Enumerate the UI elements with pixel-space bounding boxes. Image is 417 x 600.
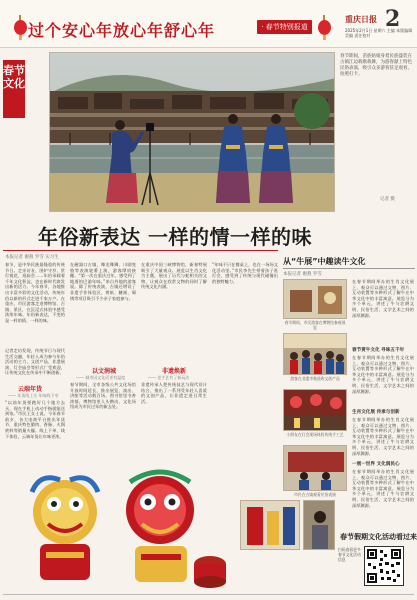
lantern-icon — [318, 20, 331, 35]
sidebar-caption-1: 春节期间，市民游客在博物馆参观展览 — [284, 320, 346, 330]
subhead-2: 以文润城 — [92, 368, 117, 375]
paper-name: 重庆日报 — [345, 15, 377, 24]
lion-dance-illustration — [10, 452, 230, 592]
section-label — [3, 60, 25, 118]
sidebar-text: 在春节期间举办的生肖文化展上，观众可以通过文物、图片、互动装置等多种形式了解牛在中华文化中的丰富寓意。展览分为多个单元，讲述了牛与农耕文明、民俗生活、文学艺术之间的深厚渊源。 — [352, 279, 414, 318]
article-col1-c: “以前年货要跑好几个地方去买，现在手机上动动手指就能送到家。”市民王女士说。今年春节前夕，各大电商平台推出年货节，重庆特色腊肉、香肠、火锅底料等销量火爆。线上下单、线下体验，云端年货让年味更浓。 — [5, 400, 65, 439]
sidebar-subhead-2: 生肖文化展 传承与创新 — [352, 410, 400, 415]
cultural-exhibit-photo — [241, 501, 300, 550]
subhead-1-lead: —— 年货线上买 年味线下享 — [8, 393, 59, 398]
lantern-festival-photo — [284, 390, 347, 431]
photo-caption: 春节期间，苗族姑娘身着民族盛装在古镇江边载歌载舞，为游客献上特色民俗表演，吸引众多游客驻足观看、拍照打卡。 — [340, 54, 412, 77]
sidebar-photo-2 — [283, 333, 347, 375]
section-label-line1: 春节 — [3, 64, 25, 77]
sidebar-subhead-1: 春节赏牛文化 寻味五千年 — [352, 348, 405, 353]
subhead-3-lead: —— 老手艺有了新玩法 — [148, 375, 190, 380]
article-col4-a: “年味不只在餐桌上，也在一场场文化活动里。”市民李先生带着孩子逛灯会，感受到了传统与现代碰撞出的独特魅力。 — [212, 262, 278, 284]
article-col1-a: 春节，是中华民族最隆重的传统节日。走亲访友、围炉守岁、赏灯观花、逛庙会……年俗承载着千年文化积淀，也在新时代焕发出新的活力。今年春节，各地推出丰富多彩的文化活动，传统年俗以新的形式走进千家万户。在重庆，市民游客走进博物馆、古镇、景区，在沉浸式体验中感受浓浓年味。年俗新表达，不变的是一样的情、一样的味。 — [5, 262, 65, 323]
masthead — [0, 0, 417, 48]
subhead-1: 云端年货 — [18, 386, 43, 393]
sidebar-photo-4 — [283, 445, 347, 491]
sidebar-rule — [283, 268, 415, 269]
sidebar-byline: 本报记者 谢燕 罗雪 — [283, 272, 322, 277]
article-col3-b: 非遗传承人把传统技艺与现代设计结合，推出了一系列受年轻人喜爱的文创产品，让非遗走进日常生活。 — [141, 382, 207, 404]
sidebar-caption-4: 市民在古镇观看民俗表演 — [294, 492, 336, 497]
sidebar-subhead-3: 一展一世界 文化润民心 — [352, 462, 400, 467]
qr-caption: 扫码查看更多春节文化活动信息 — [338, 547, 361, 562]
sidebar-text-2: 在春节期间举办的生肖文化展上，观众可以通过文物、图片、互动装置等多种形式了解牛在中华文化中的丰富寓意。展览分为多个单元，讲述了牛与农耕文明、民俗生活、文学艺术之间的深厚渊源。 — [352, 355, 414, 394]
main-photo-image — [50, 53, 335, 212]
sidebar-photo-1 — [283, 279, 347, 319]
section-label-line2: 文化 — [3, 77, 25, 90]
article-col3-a: 在重庆中国三峡博物馆，新春特展吸引了大量观众。展览以生肖文化为主题，展出了历代与蛇相关的文物，让观众在欣赏文物的同时了解传统文化内涵。 — [141, 262, 207, 290]
visitor-photo — [304, 501, 335, 550]
exhibit-photo — [284, 280, 347, 319]
subhead-2-lead: —— 城市因文化而更有温度 — [76, 375, 126, 380]
headline: 年俗新表达 一样的情一样的味 — [38, 225, 312, 249]
slogan-tag: · 春节特别报道 — [257, 20, 312, 34]
page-number: 2 — [385, 6, 401, 32]
sidebar-photo-3 — [283, 389, 347, 431]
qr-code-icon — [365, 547, 403, 585]
sidebar-caption-3: 小朋友在灯会现场体验传统手工艺 — [286, 432, 344, 437]
slogan: 过个安心年放心年舒心年 — [28, 21, 216, 40]
sidebar-photo-5 — [240, 500, 300, 550]
sidebar-caption-2: 游客在非遗市集选购文创产品 — [290, 376, 340, 381]
headline-rule — [3, 250, 278, 251]
lantern-icon — [14, 20, 27, 35]
footer-rule — [3, 594, 414, 595]
sidebar-text-4: 在春节期间举办的生肖文化展上，观众可以通过文物、图片、互动装置等多种形式了解牛在中华文化中的丰富寓意。展览分为多个单元，讲述了牛与农耕文明、民俗生活、文学艺术之间的深厚渊源。 — [352, 469, 414, 508]
masthead-meta: 2025年2月1日 星期六 主编 本版编辑 美编 责任校对 — [345, 28, 413, 38]
photo-credit: 记者 摄 — [380, 197, 395, 202]
article-byline: 本报记者 谢燕 罗雪 实习生 — [5, 255, 59, 260]
sidebar-title: 从“牛展”中趣读牛文化 — [283, 257, 366, 266]
article-col1-b: 记者走访发现，传统节日与现代生活交融，年轻人成为参与年俗活动的主力，文创产品、非遗展演、灯会庙会等形式广受欢迎，让传统文化在传承中不断创新。 — [5, 348, 65, 376]
folk-performance-photo — [284, 446, 347, 491]
main-photo — [49, 52, 335, 212]
article-col2-b: 春节期间，全市各级公共文化场馆开放时间延长，推出展览、演出、讲座等活动数百场。图书馆里书香浓郁，博物馆里人头攒动，文化场馆成为市民过年的新去处。 — [70, 382, 136, 410]
subhead-3: 非遗焕新 — [162, 368, 187, 375]
events-title: 春节假期文化活动看过来 — [340, 533, 417, 541]
sidebar-photo-6 — [303, 500, 335, 550]
sidebar-text-3: 在春节期间举办的生肖文化展上，观众可以通过文物、图片、互动装置等多种形式了解牛在中华文化中的丰富寓意。展览分为多个单元，讲述了牛与农耕文明、民俗生活、文学艺术之间的深厚渊源。 — [352, 417, 414, 456]
crowd-photo — [284, 334, 347, 375]
article-col2-a: 在磁器口古镇，舞龙舞狮、川剧变脸等表演轮番上演，游客摩肩接踵。“第一次在重庆过年，感受到了地道的巴渝年味。”来自外地的游客说。除了传统表演，古镇还增设了非遗手作体验区，剪纸、糖画、蜀绣等项目吸引不少亲子家庭参与。 — [70, 262, 136, 301]
qr-code[interactable] — [364, 546, 404, 586]
